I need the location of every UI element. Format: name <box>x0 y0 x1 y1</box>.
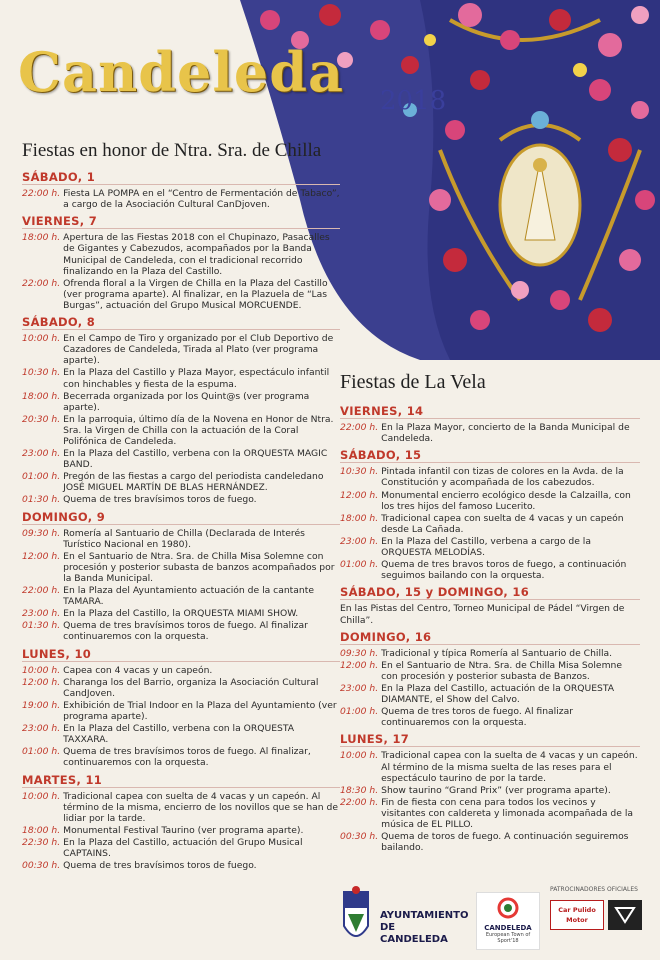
event-time: 23:00 h. <box>22 448 61 460</box>
day-section <box>22 509 340 643</box>
event-description: Tradicional capea con la suelta de 4 vacas y un capeón. Al término de la misma suelta de las reses para el espectáculo taurino de por la tarde. <box>381 750 638 784</box>
event-description: En el Santuario de Ntra. Sra. de Chilla Misa Solemne con procesión y posterior subasta de banzos acompañados por la Banda Municipal. <box>63 550 335 584</box>
day-heading: LUNES, 17 <box>340 734 640 747</box>
event-row <box>22 677 340 699</box>
event-time: 22:00 h. <box>22 585 61 597</box>
event-time: 22:00 h. <box>22 277 61 289</box>
event-time: 01:00 h. <box>22 471 61 483</box>
event-description: En la Plaza del Castillo, verbena con la ORQUESTA MAGIC BAND. <box>63 448 328 471</box>
day-section <box>340 734 640 853</box>
program-left <box>22 172 340 877</box>
event-time: 10:30 h. <box>22 367 61 379</box>
event-time: 01:00 h. <box>22 746 61 758</box>
event-time: 23:00 h. <box>340 682 379 694</box>
page-title: Candeleda <box>18 40 344 104</box>
event-time: 22:30 h. <box>22 836 61 848</box>
day-heading: SÁBADO, 8 <box>22 317 340 330</box>
event-row <box>22 448 340 470</box>
event-row <box>22 391 340 413</box>
event-description: Quema de tres bravísimos toros de fuego. <box>63 860 257 872</box>
event-row <box>22 860 340 871</box>
day-heading: SÁBADO, 15 y DOMINGO, 16 <box>340 587 640 600</box>
event-text: En las Pistas del Centro, Torneo Municipal de Pádel “Virgen de Chilla”. <box>340 603 625 626</box>
page-subtitle: Fiestas en honor de Ntra. Sra. de Chilla <box>22 140 322 161</box>
event-description: Capea con 4 vacas y un capeón. <box>63 664 213 676</box>
event-time: 01:00 h. <box>340 706 379 718</box>
day-heading: SÁBADO, 15 <box>340 450 640 463</box>
day-section <box>22 772 340 872</box>
event-time: 18:30 h. <box>340 784 379 796</box>
event-description: Show taurino “Grand Prix” (ver programa aparte). <box>381 784 611 796</box>
event-time: 01:00 h. <box>340 559 379 571</box>
event-time: 22:00 h. <box>340 422 379 434</box>
day-section <box>340 629 640 729</box>
event-time: 10:00 h. <box>22 664 61 676</box>
event-row <box>22 837 340 859</box>
event-row <box>22 746 340 768</box>
event-description: Monumental Festival Taurino (ver programa aparte). <box>63 824 304 836</box>
event-description: Exhibición de Trial Indoor en la Plaza del Ayuntamiento (ver programa aparte). <box>63 699 337 723</box>
event-row <box>340 490 640 512</box>
sport-label: CANDELEDA <box>484 924 532 932</box>
event-description: Pregón de las fiestas a cargo del periodista candeledano JOSÉ MIGUEL MARTÍN DE BLAS HERNÁNDEZ. <box>63 471 324 494</box>
event-row <box>22 723 340 745</box>
event-time: 22:00 h. <box>22 188 61 200</box>
day-section <box>22 317 340 506</box>
event-description: Apertura de las Fiestas 2018 con el Chupinazo, Pasacalles de Gigantes y Cabezudos, acompañados por la Banda Municipal de Candeleda, con el tradicional recorrido finalizando en la Plaza del Castillo. <box>63 232 330 277</box>
event-description: En la Plaza del Ayuntamiento actuación de la cantante TAMARA. <box>63 585 314 608</box>
event-row <box>22 528 340 550</box>
event-time: 23:00 h. <box>22 608 61 620</box>
event-description: En la Plaza del Castillo, la ORQUESTA MIAMI SHOW. <box>63 608 299 620</box>
event-row <box>22 608 340 619</box>
event-description: En la Plaza del Castillo, verbena con la ORQUESTA TAXXARA. <box>63 723 295 746</box>
event-row <box>340 831 640 853</box>
day-heading: DOMINGO, 16 <box>340 632 640 645</box>
event-time: 10:30 h. <box>340 466 379 478</box>
event-time: 19:00 h. <box>22 699 61 711</box>
event-time: 00:30 h. <box>340 831 379 843</box>
event-row <box>340 683 640 705</box>
event-row <box>22 494 340 505</box>
event-row <box>22 278 340 311</box>
event-row <box>22 825 340 836</box>
event-time: 09:30 h. <box>22 527 61 539</box>
event-row <box>340 536 640 558</box>
event-time: 10:00 h. <box>22 790 61 802</box>
sport-icon <box>496 896 520 920</box>
event-time: 12:00 h. <box>340 489 379 501</box>
sponsor-icon <box>608 900 642 930</box>
event-description: Quema de tres bravísimos toros de fuego. Al finalizar continuaremos con la orquesta. <box>63 620 308 643</box>
event-row <box>22 700 340 722</box>
event-description: Ofrenda floral a la Virgen de Chilla en la Plaza del Castillo (ver programa aparte). Al finalizar, en la Plazuela de “Las Burgas”, actuación del Grupo Musical MORCUENDE. <box>63 277 328 311</box>
event-description: En la Plaza del Castillo, actuación del Grupo Musical CAPTAINS. <box>63 836 303 860</box>
event-time: 18:00 h. <box>22 232 61 244</box>
event-row <box>22 791 340 824</box>
event-time: 12:00 h. <box>340 659 379 671</box>
day-section <box>22 172 340 210</box>
event-description: Monumental encierro ecológico desde la Calzailla, con los tres hijos del famoso Lucerito. <box>381 489 631 512</box>
logos <box>338 886 648 952</box>
event-time: 00:30 h. <box>22 860 61 872</box>
day-heading: DOMINGO, 9 <box>22 512 340 525</box>
event-description: Quema de tres bravos toros de fuego, a continuación seguimos bailando con la orquesta. <box>381 559 627 582</box>
event-row <box>22 551 340 584</box>
event-description: Pintada infantil con tizas de colores en la Avda. de la Constitución y acompañada de los cabezudos. <box>381 466 624 489</box>
event-row <box>340 660 640 682</box>
event-row <box>340 785 640 796</box>
event-description: Romería al Santuario de Chilla (Declarada de Interés Turístico Nacional en 1980). <box>63 527 305 550</box>
page-year: 2018 <box>380 86 447 116</box>
day-heading: VIERNES, 7 <box>22 216 340 229</box>
day-heading: LUNES, 10 <box>22 649 340 662</box>
event-description: En el Santuario de Ntra. Sra. de Chilla Misa Solemne con procesión y posterior subasta de Banzos. <box>381 659 623 682</box>
event-time: 18:00 h. <box>22 824 61 836</box>
event-description: En el Campo de Tiro y organizado por el Club Deportivo de Cazadores de Candeleda, Tirada al Plato (ver programa aparte). <box>63 333 334 367</box>
event-description: En la Plaza del Castillo, verbena a cargo de la ORQUESTA MELODÍAS. <box>381 535 591 559</box>
event-row <box>340 559 640 581</box>
event-row <box>22 188 340 210</box>
event-time: 20:30 h. <box>22 413 61 425</box>
program-right <box>340 406 640 859</box>
event-time: 18:00 h. <box>340 512 379 524</box>
event-description: Tradicional y típica Romería al Santuario de Chilla. <box>381 647 613 659</box>
event-description: En la Plaza Mayor, concierto de la Banda Municipal de Candeleda. <box>381 422 630 445</box>
event-time: 09:30 h. <box>340 647 379 659</box>
event-time: 12:00 h. <box>22 550 61 562</box>
event-description: Tradicional capea con suelta de 4 vacas y un capeón desde La Cañada. <box>381 512 624 535</box>
day-section <box>340 406 640 444</box>
event-row <box>22 232 340 276</box>
event-description: Quema de tres toros de fuego. Al finalizar continuaremos con la orquesta. <box>381 706 574 729</box>
day-section <box>22 216 340 311</box>
event-row <box>22 333 340 366</box>
event-description: Quema de tres bravísimos toros de fuego. Al finalizar, continuaremos con la orquesta. <box>63 746 311 769</box>
day-heading: SÁBADO, 1 <box>22 172 340 185</box>
event-time: 10:00 h. <box>22 333 61 345</box>
ayuntamiento-label: AYUNTAMIENTO DE CANDELEDA <box>380 910 469 945</box>
event-time: 10:00 h. <box>340 750 379 762</box>
event-time: 12:00 h. <box>22 676 61 688</box>
sponsor-car-pulido: Car Pulido Motor <box>550 900 604 930</box>
event-description: Tradicional capea con suelta de 4 vacas y un capeón. Al término de la misma, encierro de los novillos que se han de lidiar por la tarde. <box>63 790 338 824</box>
event-row <box>22 414 340 447</box>
event-description: Charanga los del Barrio, organiza la Asociación Cultural CandJoven. <box>63 676 319 699</box>
event-description: En la parroquia, último día de la Novena en Honor de Ntra. Sra. la Virgen de Chilla con la actuación de la Coral Polifónica de Candeleda. <box>63 413 334 447</box>
sport-logo <box>476 892 540 950</box>
event-time: 18:00 h. <box>22 390 61 402</box>
event-time: 22:00 h. <box>340 796 379 808</box>
event-time: 01:30 h. <box>22 494 61 506</box>
event-row <box>340 706 640 728</box>
event-row <box>340 648 640 659</box>
day-section <box>340 450 640 581</box>
event-description: Quema de toros de fuego. A continuación seguiremos bailando. <box>381 831 629 854</box>
event-row <box>22 665 340 676</box>
event-row <box>340 750 640 783</box>
day-section <box>340 587 640 625</box>
event-time: 23:00 h. <box>340 535 379 547</box>
event-row <box>340 466 640 488</box>
event-description: Becerrada organizada por los Quint@s (ver programa aparte). <box>63 390 310 413</box>
event-description: En la Plaza del Castillo, actuación de la ORQUESTA DIAMANTE, el Show del Calvo. <box>381 682 615 706</box>
event-description: Fiesta LA POMPA en el “Centro de Fermentación de Tabaco”, a cargo de la Asociación Cultural CanDjoven. <box>63 188 340 211</box>
vela-title: Fiestas de La Vela <box>340 371 486 393</box>
day-heading: VIERNES, 14 <box>340 406 640 419</box>
event-row <box>340 422 640 444</box>
day-section <box>22 646 340 769</box>
event-row <box>340 513 640 535</box>
sponsors-label: PATROCINADORES OFICIALES <box>550 886 638 893</box>
event-description: Quema de tres bravísimos toros de fuego. <box>63 494 257 506</box>
event-row <box>22 367 340 389</box>
sport-sublabel: European Town of Sport'18 <box>485 932 531 944</box>
event-row <box>340 797 640 830</box>
event-time: 23:00 h. <box>22 723 61 735</box>
event-time: 01:30 h. <box>22 620 61 632</box>
event-row <box>22 585 340 607</box>
event-row <box>22 471 340 493</box>
day-heading: MARTES, 11 <box>22 775 340 788</box>
coat-of-arms-icon <box>338 886 374 950</box>
event-description: En la Plaza del Castillo y Plaza Mayor, espectáculo infantil con hinchables y fiesta de la espuma. <box>63 367 330 390</box>
event-row <box>22 620 340 642</box>
event-description: Fin de fiesta con cena para todos los vecinos y visitantes con caldereta y limonada acompañada de la música de EL PILLO. <box>381 796 634 830</box>
